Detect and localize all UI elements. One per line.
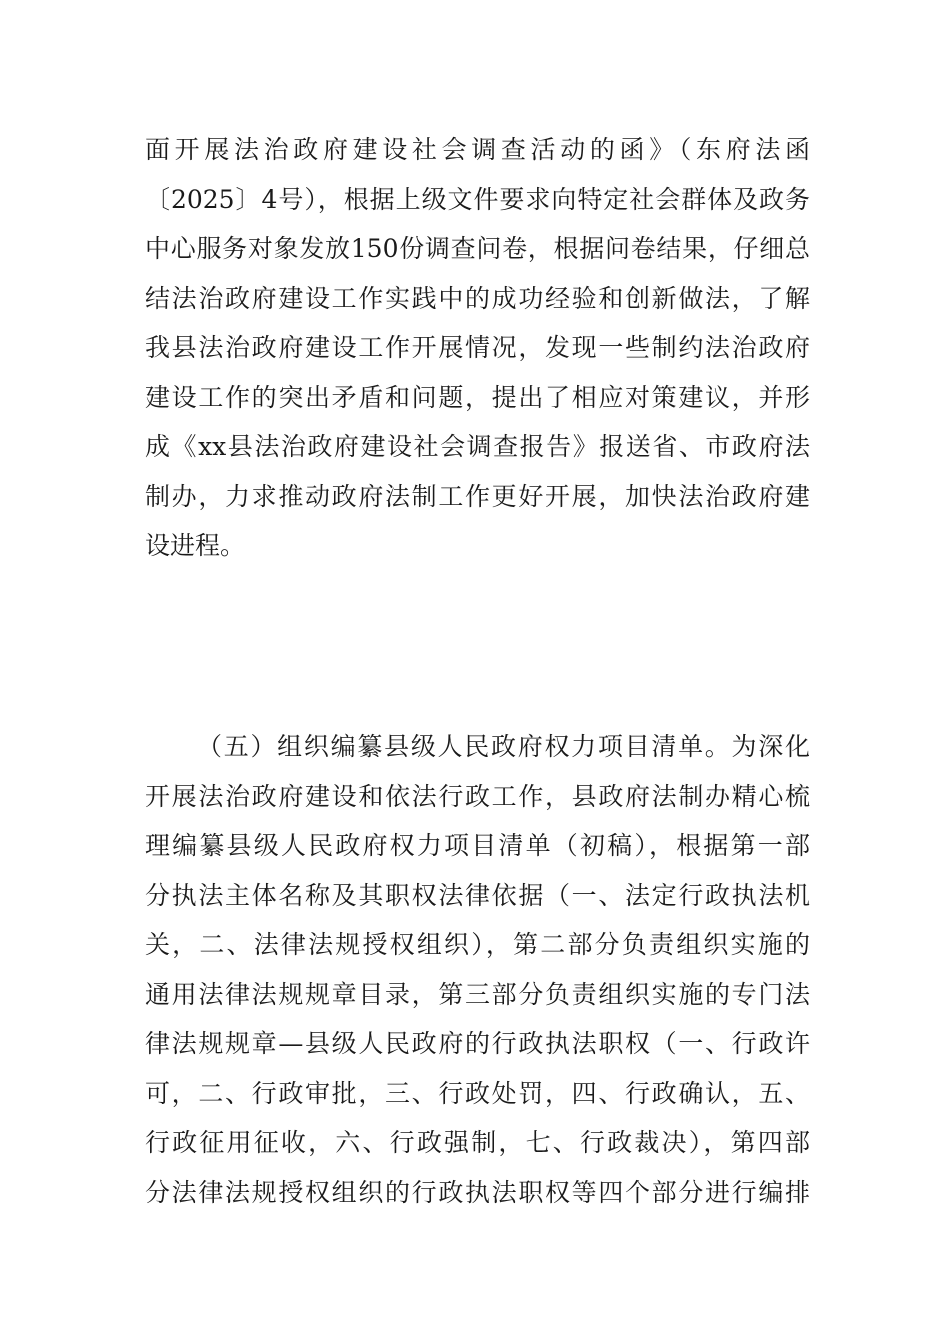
text-line: 通用法律法规规章目录，第三部分负责组织实施的专门法 <box>145 979 810 1009</box>
text-line: 中心服务对象发放150份调查问卷，根据问卷结果，仔细总 <box>145 234 810 263</box>
text-line: 面开展法治政府建设社会调查活动的函》（东府法函 <box>145 135 810 164</box>
paragraph-social-survey <box>145 125 810 571</box>
text-line: 分执法主体名称及其职权法律依据（一、法定行政执法机 <box>145 880 810 910</box>
text-line: 〔2025〕4号），根据上级文件要求向特定社会群体及政务 <box>145 184 810 214</box>
text-line: 成《xx县法治政府建设社会调查报告》报送省、市政府法 <box>145 432 810 461</box>
text-line: 我县法治政府建设工作开展情况，发现一些制约法治政府 <box>145 333 810 362</box>
text-line: 建设工作的突出矛盾和问题，提出了相应对策建议，并形 <box>145 382 810 412</box>
section-heading-line: （五）组织编纂县级人民政府权力项目清单。为深化 <box>197 732 810 761</box>
paragraph-power-list <box>145 722 810 1217</box>
text-line: 结法治政府建设工作实践中的成功经验和创新做法，了解 <box>145 283 810 313</box>
text-line: 制办，力求推动政府法制工作更好开展，加快法治政府建 <box>145 481 810 511</box>
text-line: 律法规规章—县级人民政府的行政执法职权（一、行政许 <box>145 1029 810 1058</box>
text-line: 分法律法规授权组织的行政执法职权等四个部分进行编排 <box>145 1177 810 1207</box>
text-line: 开展法治政府建设和依法行政工作，县政府法制办精心梳 <box>145 781 810 811</box>
text-line: 理编纂县级人民政府权力项目清单（初稿），根据第一部 <box>145 831 810 860</box>
text-line: 行政征用征收，六、行政强制，七、行政裁决），第四部 <box>145 1128 810 1157</box>
text-line: 设进程。 <box>145 531 246 560</box>
text-line: 可，二、行政审批，三、行政处罚，四、行政确认，五、 <box>145 1078 810 1108</box>
text-line: 关，二、法律法规授权组织），第二部分负责组织实施的 <box>145 930 810 959</box>
